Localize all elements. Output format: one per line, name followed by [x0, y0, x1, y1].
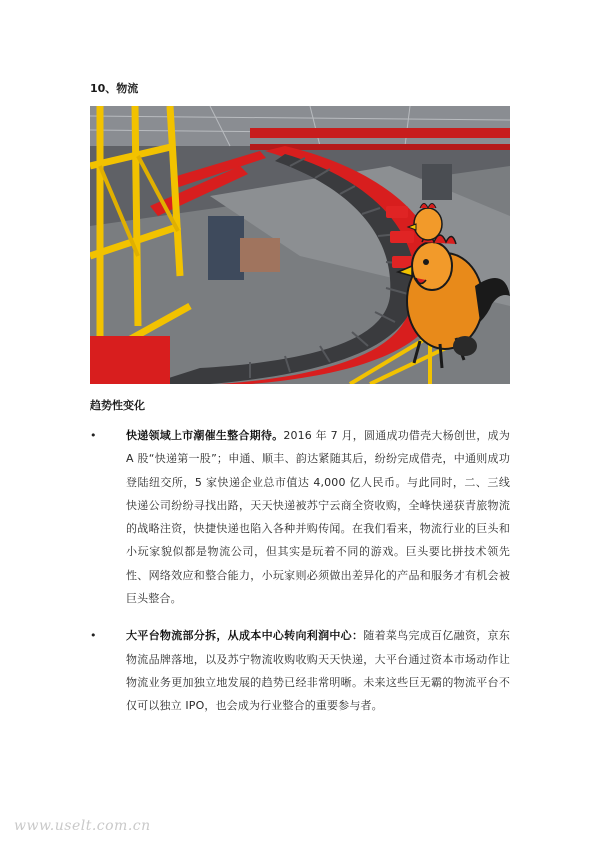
- section-heading: 10、物流: [90, 82, 139, 95]
- bullet-lead: 快递领域上市潮催生整合期待。: [126, 429, 284, 442]
- bullet-paragraph: [126, 624, 510, 717]
- trend-subheading: 趋势性变化: [90, 399, 145, 412]
- warehouse-photo-illustration: [90, 106, 510, 384]
- watermark: www.uselt.com.cn: [14, 818, 151, 834]
- bullet-body: 随着菜鸟完成百亿融资，京东物流品牌落地，以及苏宁物流收购收购天天快递，大平台通过资本市场动作让物流业务更加独立地发展的趋势已经非常明晰。未来这些巨无霸的物流平台不仅可以独立 IPO，也会成为行业整合的重要参与者。: [126, 629, 510, 713]
- bullet-marker: •: [90, 429, 97, 442]
- bullet-marker: •: [90, 629, 97, 643]
- bullet-list: [90, 424, 510, 732]
- bullet-lead: 大平台物流部分拆，从成本中心转向利润中心：: [126, 629, 364, 643]
- bullet-item: [90, 424, 510, 610]
- bullet-paragraph: [126, 424, 510, 610]
- bullet-body: 2016 年 7 月，圆通成功借壳大杨创世，成为 A 股“快递第一股”；申通、顺丰、韵达紧随其后，纷纷完成借壳，中通则成功登陆纽交所，5 家快递企业总市值达 4,000 亿人民币。与此同时，二、三线快递公司纷纷寻找出路，天天快递被苏宁云商全资收购，全峰快递获青旅物流的战略注资，快捷快递也陷入各种并购传闻。在我们看来，物流行业的巨头和小玩家貌似都是物流公司，但其实是玩着不同的游戏。巨头要比拼技术领先性、网络效应和整合能力，小玩家则必须做出差异化的产品和服务才有机会被巨头整合。: [126, 429, 510, 606]
- warehouse-photo: [90, 106, 510, 384]
- bullet-item: [90, 624, 510, 717]
